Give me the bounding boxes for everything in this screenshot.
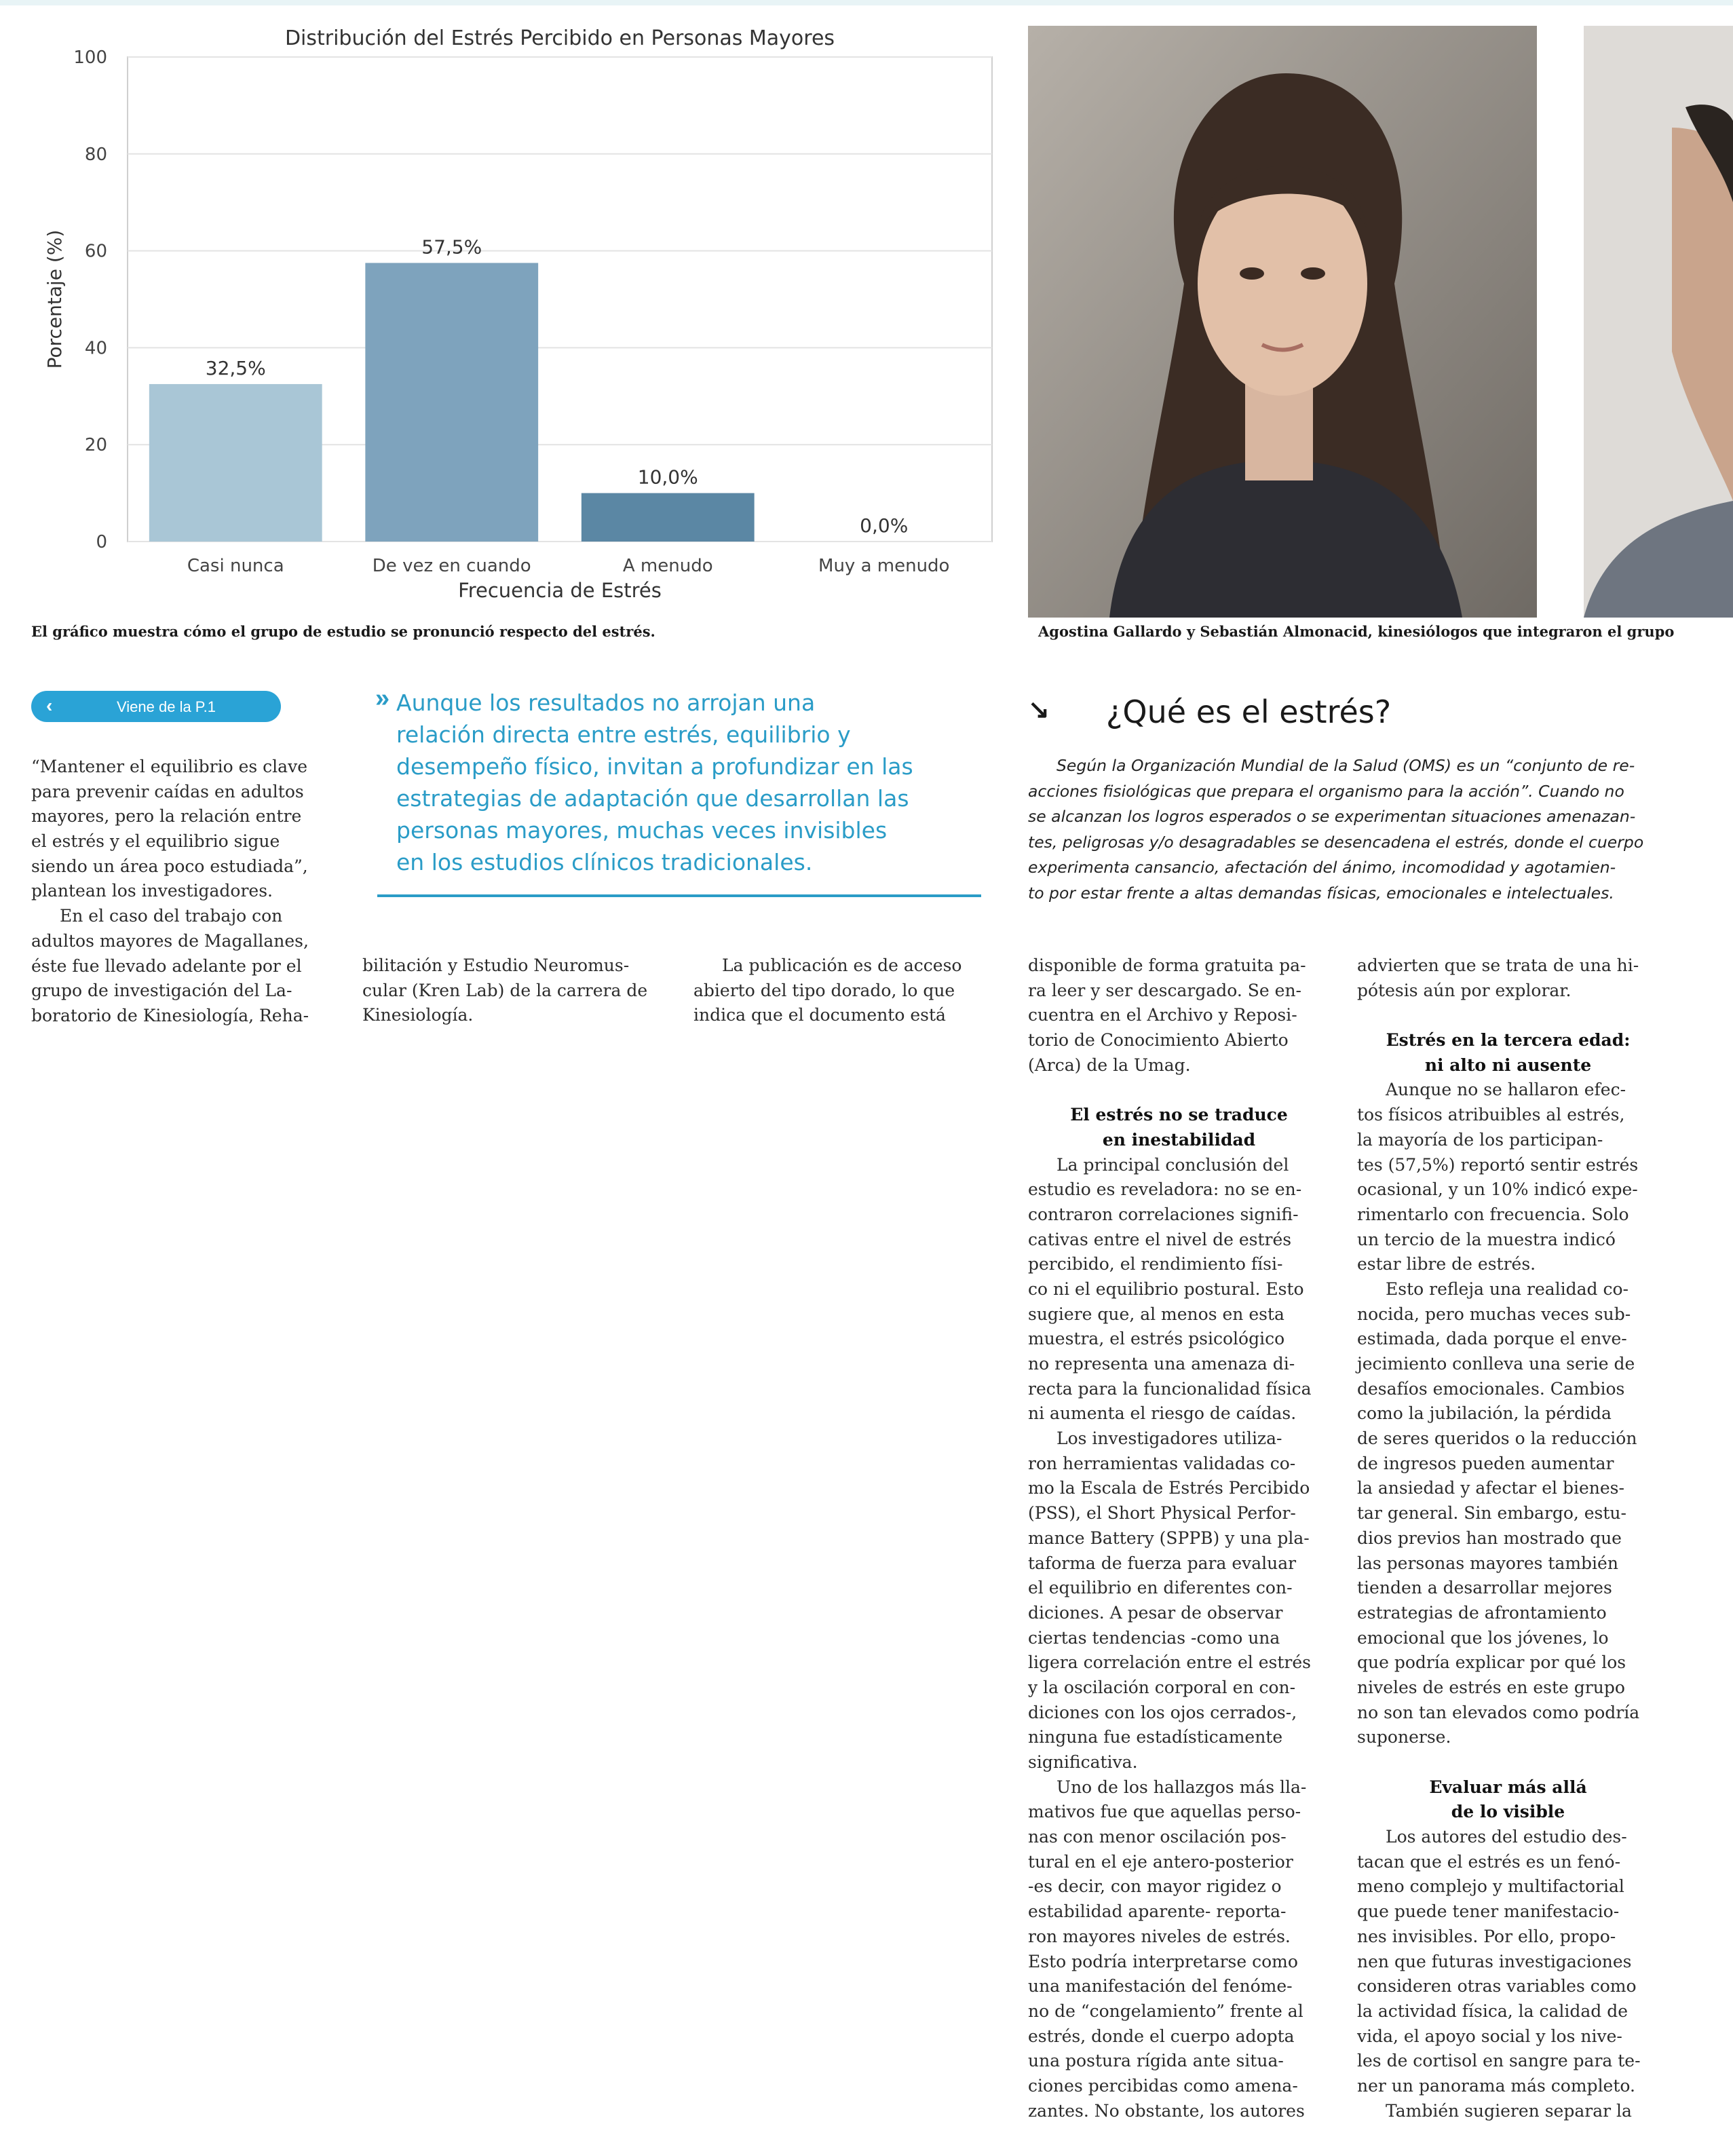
body-text-line: desafíos emocionales. Cambios	[1357, 1378, 1625, 1399]
x-tick-label: De vez en cuando	[372, 556, 531, 576]
y-tick-label: 80	[84, 144, 107, 165]
chart-title: Distribución del Estrés Percibido en Personas Mayores	[284, 26, 835, 50]
body-text-line: torio de Conocimiento Abierto	[1028, 1030, 1289, 1051]
body-text-line: mativos fue que aquellas perso-	[1028, 1802, 1301, 1822]
top-color-strip	[0, 0, 1733, 5]
subheading-line: Estrés en la tercera edad:	[1386, 1030, 1631, 1051]
body-text-line: para prevenir caídas en adultos	[31, 781, 304, 801]
body-text-line: -es decir, con mayor rigidez o	[1028, 1876, 1282, 1897]
body-text-line: que puede tener manifestacio-	[1357, 1902, 1620, 1922]
body-text-line: nocida, pero muchas veces sub-	[1357, 1304, 1631, 1324]
body-text-line: mayores, pero la relación entre	[31, 806, 302, 827]
body-text-line: indica que el documento está	[693, 1005, 946, 1025]
body-text-line: nes invisibles. Por ello, propo-	[1357, 1926, 1616, 1946]
body-text-line: cular (Kren Lab) de la carrera de	[362, 980, 648, 1000]
body-text-line: “Mantener el equilibrio es clave	[31, 757, 307, 776]
body-text-line: rimentarlo con frecuencia. Solo	[1357, 1204, 1629, 1224]
body-text-line: contraron correlaciones signifi-	[1028, 1204, 1299, 1224]
body-text-line: ligera correlación entre el estrés	[1028, 1652, 1311, 1673]
box-title: ¿Qué es el estrés?	[1106, 694, 1392, 730]
arrow-down-right-icon: ↘	[1028, 696, 1050, 724]
bar-3	[582, 493, 755, 542]
body-text-line: ron herramientas validadas co-	[1028, 1453, 1296, 1473]
body-column-4	[1028, 953, 1330, 2123]
chart-caption: El gráfico muestra cómo el grupo de estudio se pronunció respecto del estrés.	[31, 623, 655, 640]
body-text-line: disponible de forma gratuita pa-	[1028, 956, 1306, 975]
subheading-line: en inestabilidad	[1102, 1129, 1256, 1150]
bar-2	[365, 263, 538, 542]
body-text-line: ciertas tendencias -como una	[1028, 1627, 1280, 1648]
body-text-line: estrategias de afrontamiento	[1357, 1602, 1607, 1623]
body-text-line: una manifestación del fenóme-	[1028, 1976, 1293, 1997]
body-text-line: También sugieren separar la	[1386, 2100, 1632, 2121]
body-text-line: nas con menor oscilación pos-	[1028, 1827, 1287, 1847]
body-text-line: tienden a desarrollar mejores	[1357, 1578, 1612, 1598]
body-text-line: de ingresos pueden aumentar	[1357, 1453, 1614, 1473]
body-text-line: no representa una amenaza di-	[1028, 1354, 1295, 1374]
body-text-line: éste fue llevado adelante por el	[31, 956, 302, 976]
body-text-line: adultos mayores de Magallanes,	[31, 930, 309, 951]
box-line: to por estar frente a altas demandas físicas, emocionales e intelectuales.	[1028, 883, 1614, 903]
paragraph-gap	[1357, 1750, 1659, 1775]
body-text-line: ni aumenta el riesgo de caídas.	[1028, 1403, 1297, 1424]
body-text-line: Aunque no se hallaron efec-	[1386, 1080, 1626, 1100]
data-label: 10,0%	[637, 466, 698, 489]
body-text-line: tos físicos atribuibles al estrés,	[1357, 1105, 1625, 1125]
body-text-line: niveles de estrés en este grupo	[1357, 1677, 1625, 1697]
paragraph-gap	[1357, 1003, 1659, 1028]
body-text-line: Uno de los hallazgos más lla-	[1056, 1777, 1307, 1797]
y-tick-label: 20	[84, 435, 107, 456]
subheading-line: Evaluar más allá	[1429, 1777, 1587, 1797]
box-line: acciones fisiológicas que prepara el organismo para la acción”. Cuando no	[1028, 781, 1624, 801]
body-text-line: emocional que los jóvenes, lo	[1357, 1627, 1609, 1648]
body-text-line: tural en el eje antero-posterior	[1028, 1851, 1293, 1872]
body-text-line: co ni el equilibrio postural. Esto	[1028, 1279, 1304, 1299]
body-text-line: advierten que se trata de una hi-	[1357, 956, 1639, 975]
body-text-line: ner un panorama más completo.	[1357, 2075, 1635, 2096]
body-text-line: las personas mayores también	[1357, 1553, 1618, 1573]
x-axis-label: Frecuencia de Estrés	[458, 579, 662, 602]
pull-quote-line: personas mayores, muchas veces invisibles	[396, 817, 888, 844]
body-column-2	[362, 953, 668, 1028]
body-text-line: (Arca) de la Umag.	[1028, 1055, 1191, 1075]
body-text-line: siendo un área poco estudiada”,	[31, 856, 308, 876]
body-text-line: En el caso del trabajo con	[60, 906, 283, 926]
body-text-line: mo la Escala de Estrés Percibido	[1028, 1478, 1310, 1498]
body-text-line: Kinesiología.	[362, 1005, 474, 1025]
pull-quote-line: desempeño físico, invitan a profundizar en las	[396, 753, 913, 780]
body-text-line: diciones. A pesar de observar	[1028, 1602, 1283, 1623]
body-text-line: les de cortisol en sangre para te-	[1357, 2051, 1641, 2071]
body-text-line: estabilidad aparente- reporta-	[1028, 1902, 1287, 1922]
body-text-line: el equilibrio en diferentes con-	[1028, 1578, 1293, 1598]
portrait-photo-sebastian	[1584, 26, 1733, 618]
body-text-line: estimada, dada porque el enve-	[1357, 1329, 1627, 1349]
body-text-line: estrés, donde el cuerpo adopta	[1028, 2026, 1295, 2046]
body-text-line: la actividad física, la calidad de	[1357, 2001, 1629, 2021]
body-text-line: abierto del tipo dorado, lo que	[693, 980, 955, 1000]
body-text-line: boratorio de Kinesiología, Reha-	[31, 1005, 309, 1025]
data-label: 0,0%	[860, 514, 909, 537]
body-text-line: suponerse.	[1357, 1727, 1451, 1747]
subheading-line: de lo visible	[1451, 1802, 1565, 1822]
body-text-line: significativa.	[1028, 1752, 1138, 1772]
body-text-line: percibido, el rendimiento físi-	[1028, 1254, 1283, 1274]
body-text-line: un tercio de la muestra indicó	[1357, 1229, 1616, 1249]
y-tick-label: 40	[84, 338, 107, 359]
pull-quote	[396, 687, 980, 878]
body-text-line: (PSS), el Short Physical Perfor-	[1028, 1503, 1296, 1524]
body-text-line: Esto refleja una realidad co-	[1386, 1279, 1629, 1299]
body-text-line: ocasional, y un 10% indicó expe-	[1357, 1179, 1638, 1200]
chevron-left-icon: ‹	[46, 695, 53, 716]
body-text-line: recta para la funcionalidad física	[1028, 1378, 1312, 1399]
body-text-line: cativas entre el nivel de estrés	[1028, 1229, 1292, 1249]
body-column-1	[31, 755, 337, 1029]
pull-quote-line: Aunque los resultados no arrojan una	[396, 689, 816, 716]
body-text-line: pótesis aún por explorar.	[1357, 980, 1572, 1000]
body-text-line: una postura rígida ante situa-	[1028, 2051, 1284, 2071]
box-line: experimenta cansancio, afectación del ánimo, incomodidad y agotamien-	[1028, 858, 1616, 877]
body-text-line: consideren otras variables como	[1357, 1976, 1637, 1997]
body-text-line: ron mayores niveles de estrés.	[1028, 1926, 1291, 1946]
data-label: 57,5%	[421, 235, 482, 259]
subheading-line: ni alto ni ausente	[1424, 1055, 1592, 1075]
y-tick-label: 0	[96, 532, 107, 552]
box-definition-text	[1028, 753, 1659, 906]
stress-bar-chart	[20, 14, 1018, 611]
body-text-line: que podría explicar por qué los	[1357, 1652, 1626, 1673]
x-tick-label: Casi nunca	[187, 556, 284, 576]
bar-1	[149, 384, 322, 542]
body-text-line: y la oscilación corporal en con-	[1028, 1677, 1296, 1697]
body-text-line: tar general. Sin embargo, estu-	[1357, 1503, 1626, 1524]
x-tick-label: Muy a menudo	[818, 556, 950, 576]
body-text-line: taforma de fuerza para evaluar	[1028, 1553, 1297, 1573]
x-tick-label: A menudo	[622, 556, 713, 576]
photo-caption: Agostina Gallardo y Sebastián Almonacid, kinesiólogos que integraron el grupo	[1038, 623, 1675, 640]
pull-quote-rule	[377, 894, 981, 897]
body-text-line: estar libre de estrés.	[1357, 1254, 1536, 1274]
body-text-line: ciones percibidas como amena-	[1028, 2075, 1298, 2096]
body-text-line: mance Battery (SPPB) y una pla-	[1028, 1528, 1310, 1548]
body-text-line: vida, el apoyo social y los nive-	[1357, 2026, 1622, 2046]
paragraph-gap	[1028, 1078, 1330, 1103]
body-text-line: zantes. No obstante, los autores	[1028, 2100, 1305, 2121]
box-line: tes, peligrosas y/o desagradables se desencadena el estrés, donde el cuerpo	[1028, 832, 1644, 852]
body-column-5	[1357, 953, 1659, 2123]
pull-quote-line: estrategias de adaptación que desarrollan las	[396, 785, 909, 812]
body-text-line: Esto podría interpretarse como	[1028, 1951, 1298, 1971]
body-text-line: como la jubilación, la pérdida	[1357, 1403, 1612, 1424]
body-text-line: dios previos han mostrado que	[1357, 1528, 1622, 1548]
body-text-line: el estrés y el equilibrio sigue	[31, 831, 280, 852]
y-tick-label: 100	[73, 48, 107, 68]
portrait-photo-agostina	[1028, 26, 1537, 618]
pull-quote-line: relación directa entre estrés, equilibrio y	[396, 721, 851, 748]
body-text-line: grupo de investigación del La-	[31, 981, 292, 1001]
body-text-line: Los autores del estudio des-	[1386, 1827, 1627, 1847]
y-axis-label: Porcentaje (%)	[43, 229, 66, 369]
continued-from-page-pill[interactable]	[31, 691, 281, 722]
body-text-line: La publicación es de acceso	[722, 956, 962, 975]
y-tick-label: 60	[84, 241, 107, 262]
data-label: 32,5%	[205, 356, 266, 379]
body-text-line: bilitación y Estudio Neuromus-	[362, 956, 630, 975]
body-text-line: ra leer y ser descargado. Se en-	[1028, 980, 1301, 1000]
body-text-line: ninguna fue estadísticamente	[1028, 1727, 1283, 1747]
body-text-line: meno complejo y multifactorial	[1357, 1876, 1624, 1897]
body-text-line: de seres queridos o la reducción	[1357, 1429, 1637, 1449]
chart-canvas	[20, 14, 1018, 611]
body-text-line: nen que futuras investigaciones	[1357, 1951, 1632, 1971]
body-column-3	[693, 953, 999, 1028]
body-text-line: tes (57,5%) reportó sentir estrés	[1357, 1154, 1639, 1175]
body-text-line: la mayoría de los participan-	[1357, 1129, 1603, 1150]
body-text-line: no de “congelamiento” frente al	[1028, 2001, 1303, 2021]
subheading-line: El estrés no se traduce	[1070, 1105, 1288, 1125]
body-text-line: Los investigadores utiliza-	[1056, 1429, 1282, 1449]
body-text-line: jecimiento conlleva una serie de	[1357, 1354, 1635, 1374]
body-text-line: diciones con los ojos cerrados-,	[1028, 1702, 1297, 1722]
body-text-line: tacan que el estrés es un fenó-	[1357, 1851, 1621, 1872]
body-text-line: sugiere que, al menos en esta	[1028, 1304, 1284, 1324]
box-line: Según la Organización Mundial de la Salud (OMS) es un “conjunto de re-	[1056, 756, 1635, 775]
box-line: se alcanzan los logros esperados o se experimentan situaciones amenazan-	[1028, 807, 1636, 826]
body-text-line: cuentra en el Archivo y Reposi-	[1028, 1005, 1297, 1025]
pull-quote-line: en los estudios clínicos tradicionales.	[396, 849, 813, 875]
double-chevron-right-icon: »	[375, 684, 390, 713]
body-text-line: muestra, el estrés psicológico	[1028, 1329, 1285, 1349]
body-text-line: no son tan elevados como podría	[1357, 1702, 1640, 1722]
body-text-line: estudio es reveladora: no se en-	[1028, 1179, 1302, 1200]
pill-label: Viene de la P.1	[117, 698, 216, 715]
body-text-line: la ansiedad y afectar el bienes-	[1357, 1478, 1624, 1498]
body-text-line: La principal conclusión del	[1056, 1154, 1289, 1175]
body-text-line: plantean los investigadores.	[31, 881, 273, 901]
